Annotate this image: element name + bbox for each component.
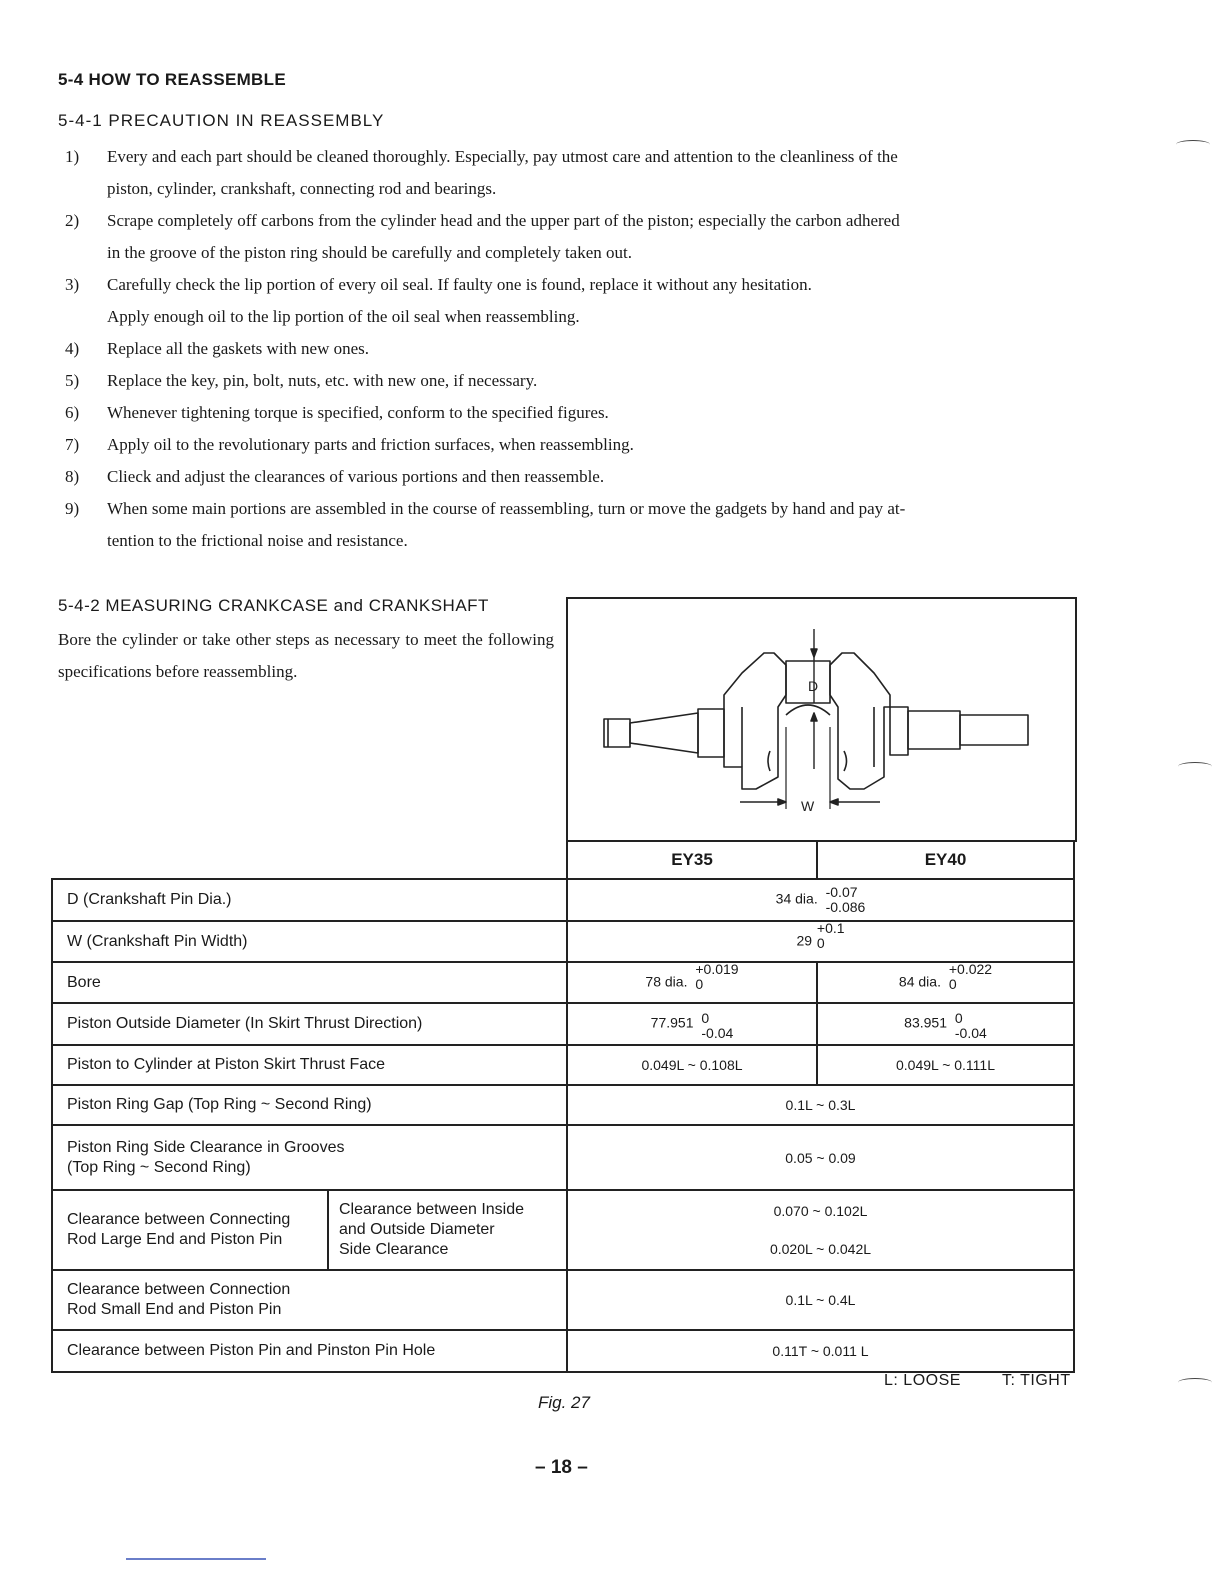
- table-row: [52, 1003, 1074, 1045]
- item-text: Apply enough oil to the lip portion of the oil seal when reassembling.: [107, 307, 580, 326]
- tolerance-lower: 0: [695, 975, 704, 992]
- row-sub-label-line: and Outside Diameter: [339, 1221, 495, 1238]
- bottom-ruler-line: [126, 1558, 266, 1560]
- row-value: [567, 921, 1074, 962]
- item-text: tention to the frictional noise and resistance.: [107, 531, 408, 550]
- value-base: 78 dia.: [645, 973, 688, 990]
- row-label-line: Clearance between Connecting: [67, 1211, 291, 1228]
- list-item: [58, 141, 1088, 205]
- tolerance-lower: 0: [948, 975, 957, 992]
- column-header-ey35: EY35: [567, 841, 817, 879]
- list-item: [58, 333, 1088, 365]
- table-row: [52, 1190, 1074, 1270]
- margin-mark: [1176, 140, 1210, 149]
- item-text: Scrape completely off carbons from the cylinder head and the upper part of the piston; especially the carbon adhered: [107, 211, 900, 230]
- tolerance-upper: 0: [701, 1010, 710, 1026]
- row-label-line: Rod Large End and Piston Pin: [67, 1231, 283, 1248]
- shaft-end-right: [960, 715, 1028, 745]
- item-text: Whenever tightening torque is specified, conform to the specified figures.: [107, 403, 609, 422]
- tolerance-lower: 0: [816, 934, 825, 951]
- row-sub-label-line: Clearance between Inside: [339, 1201, 525, 1218]
- tolerance-upper: +0.019: [695, 960, 739, 977]
- value-base: 83.951: [904, 1014, 947, 1031]
- item-text: Apply oil to the revolutionary parts and friction surfaces, when reassembling.: [107, 435, 634, 454]
- table-row: [52, 1085, 1074, 1125]
- row-value: 0.1L ~ 0.4L: [567, 1270, 1074, 1330]
- label-w: W: [801, 798, 815, 814]
- measuring-intro: Bore the cylinder or take other steps as necessary to meet the following specifications before reassembling.: [58, 630, 554, 681]
- row-label: D (Crankshaft Pin Dia.): [52, 879, 567, 921]
- value-ey40: [817, 1003, 1074, 1045]
- row-label: Piston Outside Diameter (In Skirt Thrust Direction): [52, 1003, 567, 1045]
- tolerance-upper: +0.1: [816, 919, 845, 936]
- list-item: [58, 429, 1088, 461]
- row-value: 0.05 ~ 0.09: [567, 1125, 1074, 1190]
- row-label: W (Crankshaft Pin Width): [52, 921, 567, 962]
- item-number: 9): [65, 499, 80, 518]
- row-label-line: (Top Ring ~ Second Ring): [67, 1158, 251, 1176]
- item-number: 4): [65, 339, 80, 358]
- row-label-line: Piston Ring Side Clearance in Grooves: [67, 1138, 345, 1156]
- sub-heading-precaution: 5-4-1 PRECAUTION IN REASSEMBLY: [58, 111, 385, 130]
- table-row: [52, 1045, 1074, 1085]
- item-text: Every and each part should be cleaned thoroughly. Especially, pay utmost care and attention to the cleanliness of the: [107, 147, 898, 166]
- row-label: [52, 1190, 328, 1270]
- value-ey35: [567, 1003, 817, 1045]
- list-item: [58, 365, 1088, 397]
- tolerance-upper: 0: [954, 1010, 963, 1026]
- item-text: piston, cylinder, crankshaft, connecting rod and bearings.: [107, 179, 497, 198]
- table-row: [52, 1330, 1074, 1372]
- value-base: 29: [796, 932, 813, 949]
- item-number: 2): [65, 211, 80, 230]
- item-number: 7): [65, 435, 80, 454]
- tolerance-lower: -0.04: [954, 1025, 987, 1041]
- table-row: [52, 1270, 1074, 1330]
- value-inside-outside: 0.070 ~ 0.102L: [773, 1203, 868, 1219]
- value-base: 84 dia.: [898, 973, 941, 990]
- row-value: 0.1L ~ 0.3L: [567, 1085, 1074, 1125]
- item-text: Replace the key, pin, bolt, nuts, etc. with new one, if necessary.: [107, 371, 538, 390]
- value-side-clearance: 0.020L ~ 0.042L: [769, 1241, 872, 1257]
- row-label: Clearance between Piston Pin and Pinston Pin Hole: [52, 1330, 567, 1372]
- legend-loose: L: LOOSE: [884, 1372, 961, 1389]
- tolerance-lower: -0.086: [825, 899, 866, 915]
- row-value: [567, 1190, 1074, 1270]
- value-ey35: [567, 962, 817, 1003]
- sub-heading-measuring: 5-4-2 MEASURING CRANKCASE and CRANKSHAFT: [58, 596, 489, 615]
- item-text: in the groove of the piston ring should be carefully and completely taken out.: [107, 243, 632, 262]
- margin-mark: [1178, 762, 1212, 771]
- label-d: D: [808, 678, 819, 694]
- column-header-ey40: EY40: [817, 841, 1074, 879]
- list-item: [58, 205, 1088, 269]
- tolerance-upper: +0.022: [948, 960, 993, 977]
- value-ey35: 0.049L ~ 0.108L: [567, 1045, 817, 1085]
- legend-tight: T: TIGHT: [1002, 1372, 1071, 1389]
- value-ey40: [817, 962, 1074, 1003]
- row-label-line: Clearance between Connection: [67, 1281, 291, 1298]
- section-heading: 5-4 HOW TO REASSEMBLE: [58, 70, 286, 89]
- value-ey40: 0.049L ~ 0.111L: [817, 1045, 1074, 1085]
- row-sub-label-line: Side Clearance: [339, 1241, 449, 1258]
- value-base: 34 dia.: [775, 890, 818, 907]
- item-number: 6): [65, 403, 80, 422]
- row-label: [52, 1270, 567, 1330]
- tolerance-lower: -0.04: [701, 1025, 734, 1041]
- figure-caption: Fig. 27: [538, 1393, 590, 1412]
- item-text: Replace all the gaskets with new ones.: [107, 339, 370, 358]
- table-row: [52, 879, 1074, 921]
- item-number: 5): [65, 371, 80, 390]
- item-number: 8): [65, 467, 80, 486]
- row-sub-label: [328, 1190, 567, 1270]
- margin-mark: [1178, 1378, 1212, 1387]
- item-text: Carefully check the lip portion of every oil seal. If faulty one is found, replace it without any hesitation.: [107, 275, 812, 294]
- tapered-shaft: [630, 713, 698, 753]
- spec-table: [51, 840, 1075, 1373]
- row-value: 0.11T ~ 0.011 L: [567, 1330, 1074, 1372]
- crank-web-left: [724, 653, 786, 789]
- table-row: [52, 921, 1074, 962]
- tolerance-upper: -0.07: [825, 884, 858, 900]
- table-row: [52, 962, 1074, 1003]
- row-label: Bore: [52, 962, 567, 1003]
- precaution-list: [58, 141, 1088, 557]
- value-base: 77.951: [650, 1014, 694, 1031]
- shaft-right: [908, 711, 960, 749]
- list-item: [58, 269, 1088, 333]
- item-text: Clieck and adjust the clearances of various portions and then reassemble.: [107, 467, 605, 486]
- page-number: – 18 –: [535, 1457, 588, 1478]
- item-number: 3): [65, 275, 80, 294]
- row-label: [52, 1125, 567, 1190]
- list-item: [58, 397, 1088, 429]
- row-label: Piston to Cylinder at Piston Skirt Thrust Face: [52, 1045, 567, 1085]
- crankshaft-drawing: [568, 599, 1075, 842]
- list-item: [58, 461, 1088, 493]
- crank-web-right: [830, 653, 890, 789]
- list-item: [58, 493, 1088, 557]
- row-label-line: Rod Small End and Piston Pin: [67, 1301, 282, 1318]
- row-label: Piston Ring Gap (Top Ring ~ Second Ring): [52, 1085, 567, 1125]
- crankshaft-figure: [566, 597, 1077, 842]
- row-value: [567, 879, 1074, 921]
- table-header-row: [52, 841, 1074, 879]
- item-number: 1): [65, 147, 80, 166]
- item-text: When some main portions are assembled in the course of reassembling, turn or move the gadgets by hand and pay at-: [107, 499, 906, 518]
- table-row: [52, 1125, 1074, 1190]
